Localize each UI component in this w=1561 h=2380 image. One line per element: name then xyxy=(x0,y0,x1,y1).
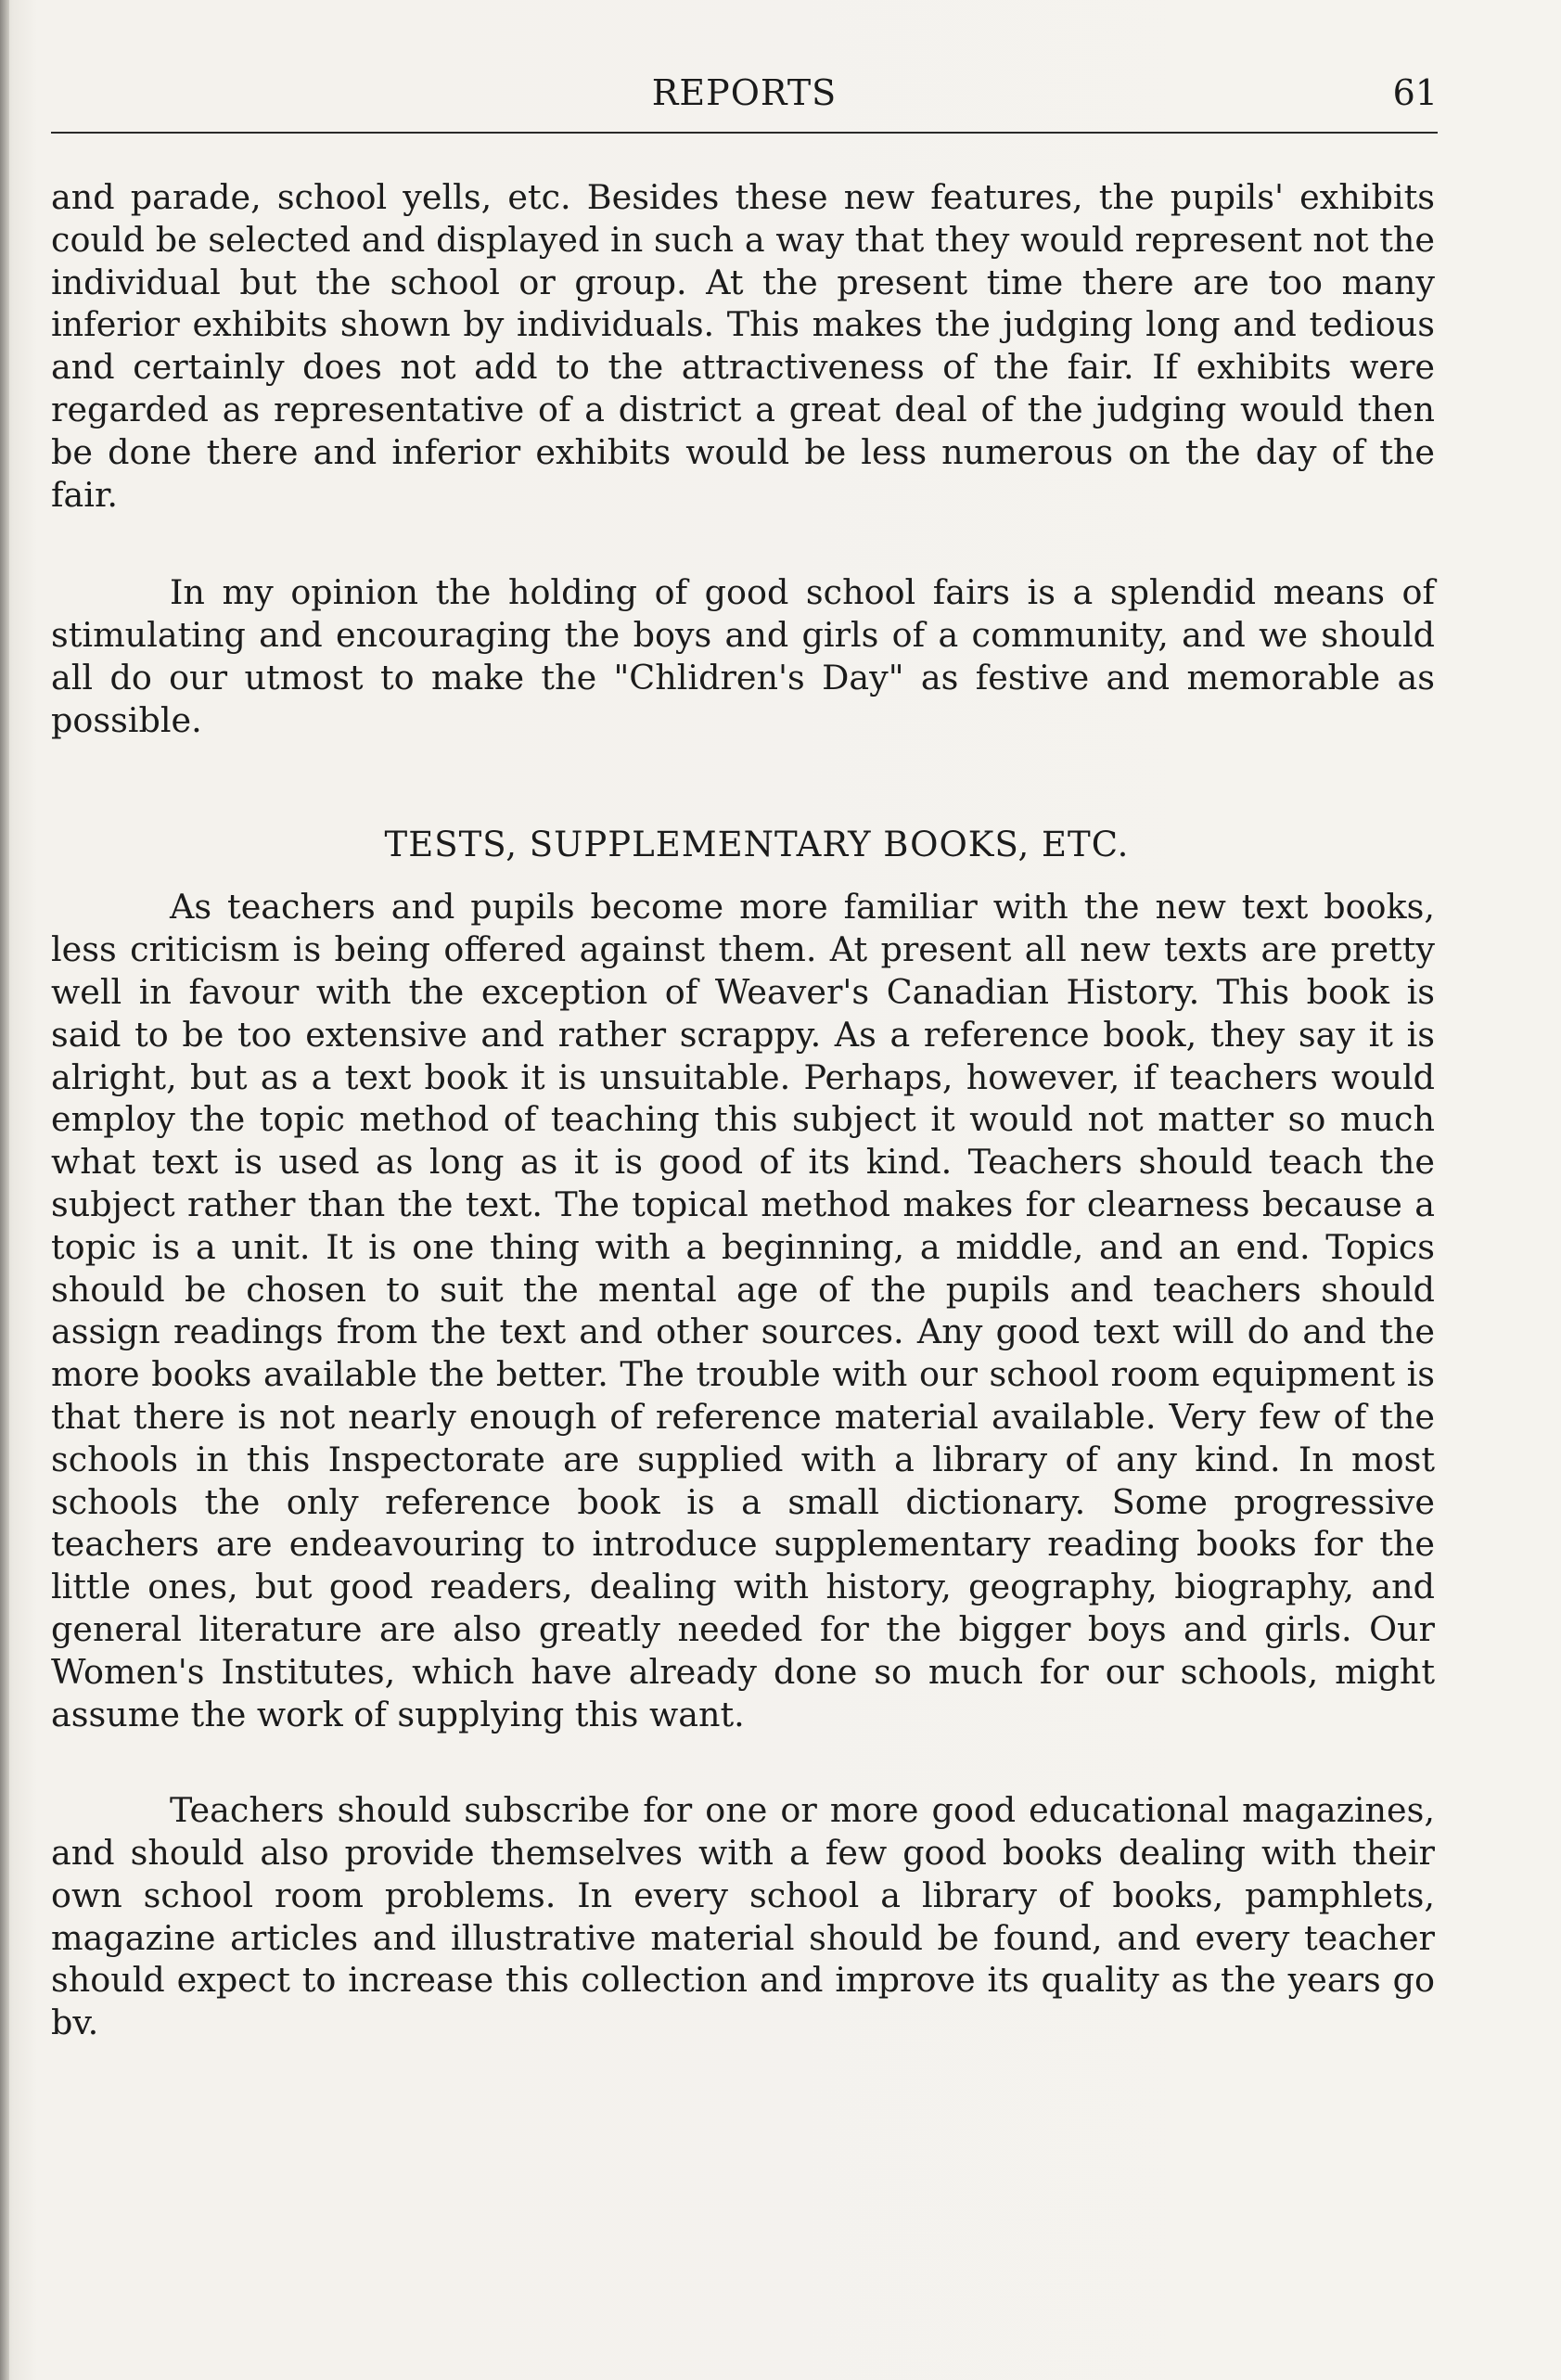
running-header-title: REPORTS xyxy=(651,72,838,113)
paragraph-parade-exhibits: and parade, school yells, etc. Besides these new features, the pupils' exhibits could be selected and displayed in such a way that they would represent not the individual but the school or group. At the present time there are too many inferior exhibits shown by individuals. This makes the judging long and tedious and certainly does not add to the attractiveness of the fair. If exhibits were regarded as representative of a district a great deal of the judging would then be done there and inferior exhibits would be less numerous on the day of the fair. xyxy=(51,177,1435,515)
paragraph-text-books: As teachers and pupils become more familiar with the new text books, less criticism is being offered against them. At present all new texts are pretty well in favour with the exception of Weaver's Canadian History. This book is said to be too extensive and rather scrappy. As a reference book, they say it is alright, but as a text book it is unsuitable. Perhaps, however, if teachers would employ the topic method of teaching this subject it would not matter so much what text is used as long as it is good of its kind. Teachers should teach the subject rather than the text. The topical method makes for clearness because a topic is a unit. It is one thing with a beginning, a middle, and an end. Topics should be chosen to suit the mental age of the pupils and teachers should assign readings from the text and other sources. Any good text will do and the more books available the better. The trouble with our school room equipment is that there is not nearly enough of reference material available. Very few of the schools in this Inspectorate are supplied with a library of any kind. In most schools the only reference book is a small dictionary. Some progressive teachers are endeavouring to introduce supplementary reading books for the little ones, but good readers, dealing with history, geography, biography, and general literature are also greatly needed for the bigger boys and girls. Our Women's Institutes, which have already done so much for our schools, might assume the work of supplying this want. xyxy=(51,887,1435,1734)
body-text xyxy=(51,176,1435,2044)
running-header xyxy=(51,72,1438,126)
section-heading: TESTS, SUPPLEMENTARY BOOKS, ETC. xyxy=(384,824,1130,864)
page-number: 61 xyxy=(1392,72,1438,113)
page-binding-edge xyxy=(0,0,9,2380)
paragraph-teacher-library: Teachers should subscribe for one or more good educational magazines, and should also provide themselves with a few good books dealing with their own school room problems. In every school a library of books, pamphlets, magazine articles and illustrative material should be found, and every teacher should expect to increase this collection and improve its quality as the years go bv. xyxy=(51,1790,1435,2043)
header-rule xyxy=(51,132,1438,134)
paragraph-school-fairs-opinion: In my opinion the holding of good school fairs is a splendid means of stimulating and encouraging the boys and girls of a community, and we should all do our utmost to make the "Chlidren's Day" as festive and memorable as possible. xyxy=(51,572,1435,740)
